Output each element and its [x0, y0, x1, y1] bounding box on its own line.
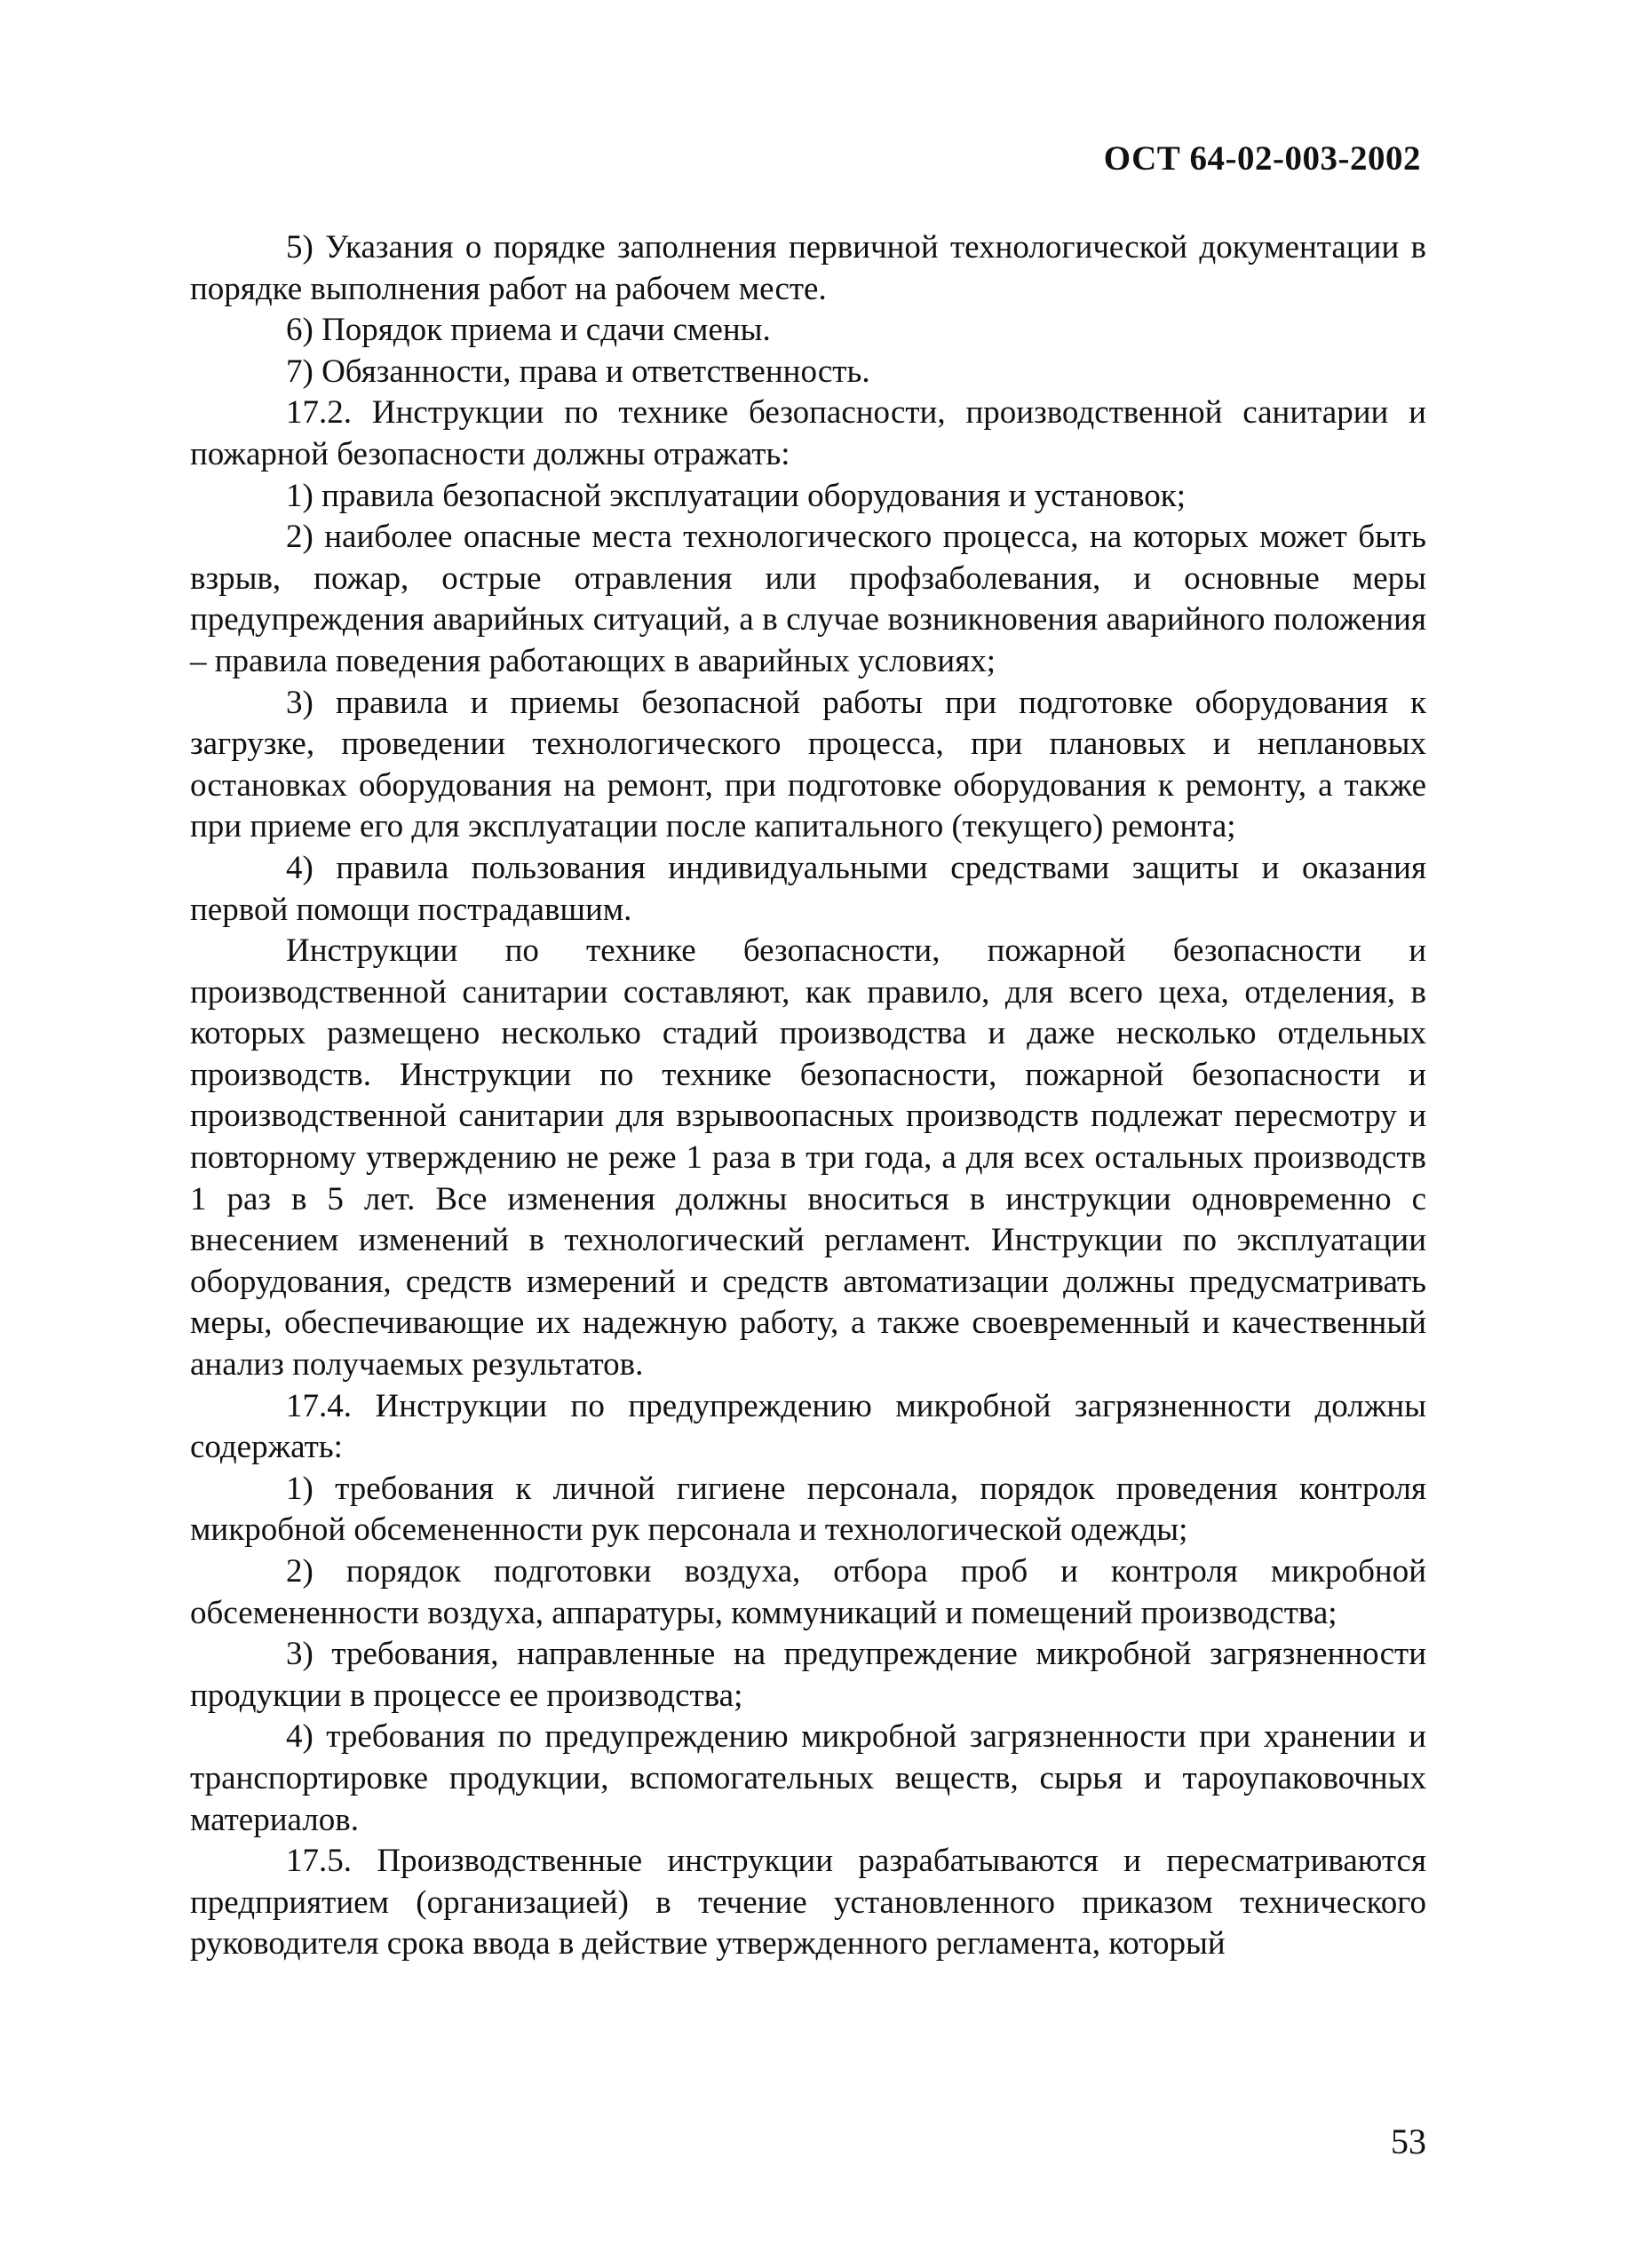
- paragraph-item-6: 6) Порядок приема и сдачи смены.: [286, 312, 771, 349]
- paragraph-section-17-5: 17.5. Производственные инструкции разрабатываются и пересматриваются предприятием (организацией) в течение установленного приказом технического руководителя срока ввода в действие утвержденного регламента, который: [190, 1843, 1426, 1963]
- paragraph-17-2-item-3: 3) правила и приемы безопасной работы при подготовке оборудования к загрузке, проведении технологического процесса, при плановых и неплановых остановках оборудования на ремонт, при подготовке оборудования к ремонту, а также при приеме его для эксплуатации после капитального (текущего) ремонта;: [190, 684, 1426, 845]
- paragraph-item-5: 5) Указания о порядке заполнения первичной технологической документации в порядке выполнения работ на рабочем месте.: [190, 229, 1426, 307]
- paragraph-17-4-item-3: 3) требования, направленные на предупреждение микробной загрязненности продукции в процессе ее производства;: [190, 1636, 1426, 1714]
- paragraph-instructions-review: Инструкции по технике безопасности, пожарной безопасности и производственной санитарии составляют, как правило, для всего цеха, отделения, в которых размещено несколько стадий производства и даже несколько отдельных производств. Инструкции по технике безопасности, пожарной безопасности и производственной санитарии для взрывоопасных производств подлежат пересмотру и повторному утверждению не реже 1 раза в три года, а для всех остальных производств 1 раз в 5 лет. Все изменения должны вноситься в инструкции одновременно с внесением изменений в технологический регламент. Инструкции по эксплуатации оборудования, средств измерений и средств автоматизации должны предусматривать меры, обеспечивающие их надежную работу, а также своевременный и качественный анализ получаемых результатов.: [190, 932, 1426, 1384]
- paragraph-17-2-item-1: 1) правила безопасной эксплуатации оборудования и установок;: [286, 477, 1187, 514]
- page-number: 53: [1391, 2121, 1426, 2161]
- paragraph-17-4-item-1: 1) требования к личной гигиене персонала, порядок проведения контроля микробной обсемененности рук персонала и технологической одежды;: [190, 1470, 1426, 1549]
- body-text: [190, 227, 1426, 1965]
- paragraph-section-17-4: 17.4. Инструкции по предупреждению микробной загрязненности должны содержать:: [190, 1387, 1426, 1466]
- paragraph-item-7: 7) Обязанности, права и ответственность.: [286, 353, 870, 390]
- paragraph-17-2-item-4: 4) правила пользования индивидуальными средствами защиты и оказания первой помощи пострадавшим.: [190, 849, 1426, 928]
- document-code-header: ОСТ 64-02-003-2002: [1103, 139, 1421, 178]
- paragraph-17-4-item-4: 4) требования по предупреждению микробной загрязненности при хранении и транспортировке продукции, вспомогательных веществ, сырья и тароупаковочных материалов.: [190, 1718, 1426, 1838]
- paragraph-17-2-item-2: 2) наиболее опасные места технологического процесса, на которых может быть взрыв, пожар, острые отравления или профзаболевания, и основные меры предупреждения аварийных ситуаций, а в случае возникновения аварийного положения – правила поведения работающих в аварийных условиях;: [190, 519, 1426, 679]
- paragraph-17-4-item-2: 2) порядок подготовки воздуха, отбора проб и контроля микробной обсемененности воздуха, аппаратуры, коммуникаций и помещений производства;: [190, 1553, 1426, 1631]
- paragraph-section-17-2: 17.2. Инструкции по технике безопасности, производственной санитарии и пожарной безопасности должны отражать:: [190, 394, 1426, 472]
